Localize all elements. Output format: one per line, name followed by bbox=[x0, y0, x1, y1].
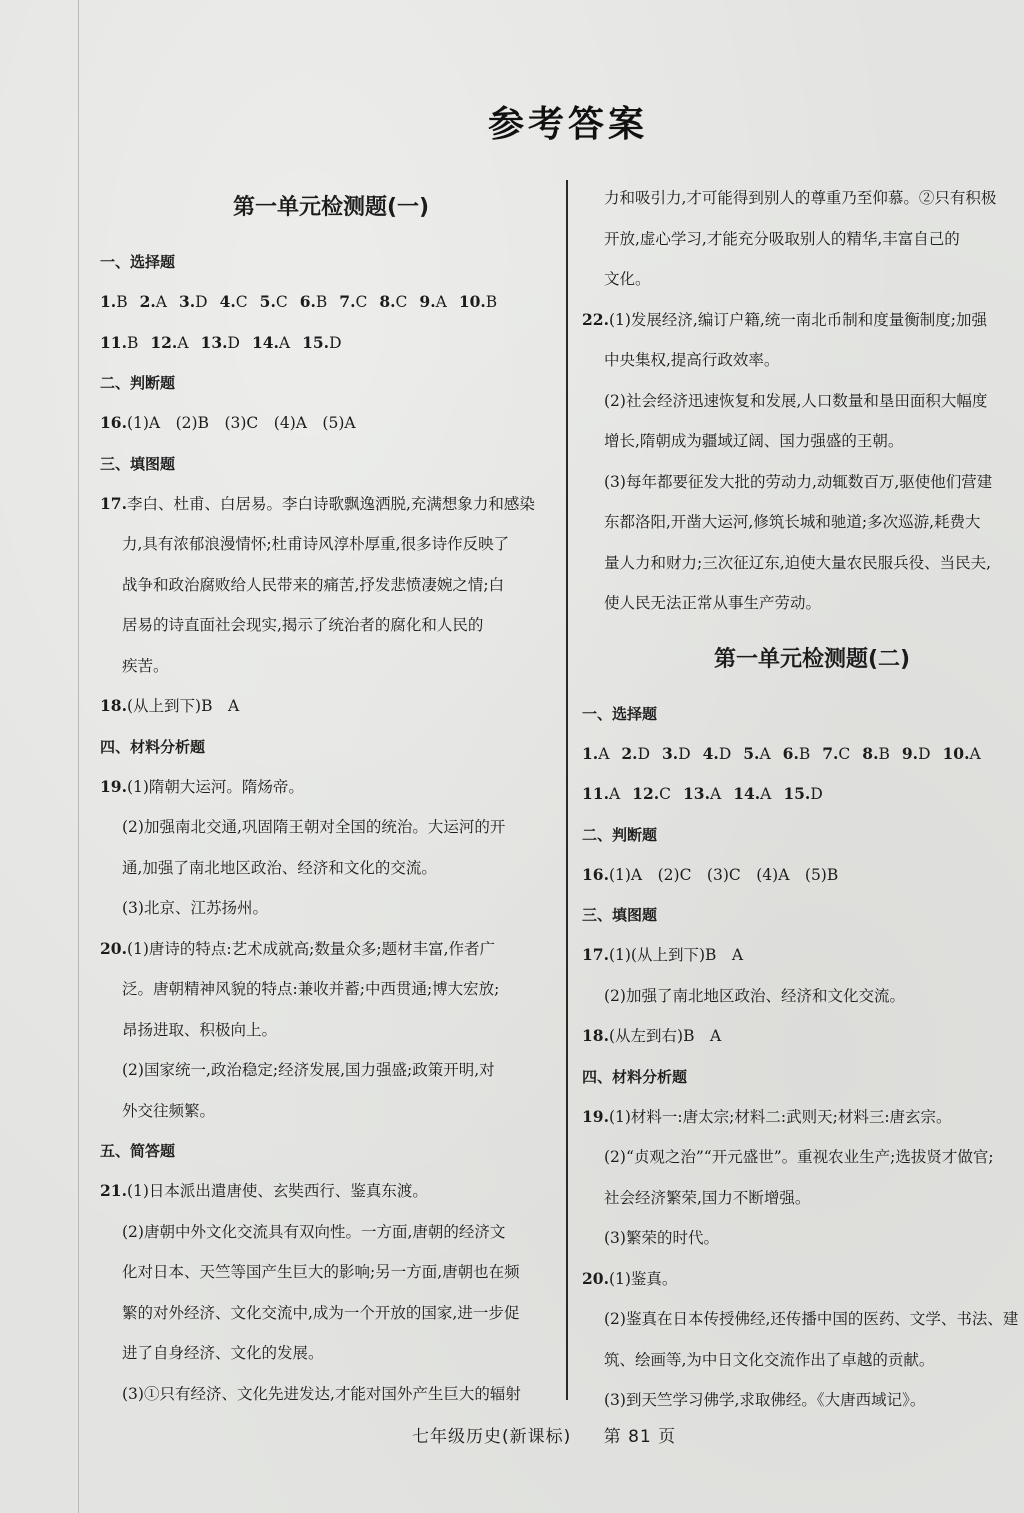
choice-answer bbox=[703, 745, 732, 763]
choice-answer bbox=[300, 293, 328, 311]
choice-answers-row bbox=[582, 734, 1024, 775]
question-number: 5. bbox=[259, 292, 276, 311]
page-footer bbox=[412, 1422, 676, 1447]
section-judge: 二、判断题 bbox=[100, 374, 176, 392]
question-number: 10. bbox=[942, 743, 970, 763]
answer-text: (2)“贞观之治”“开元盛世”。重视农业生产;选拔贤才做官; bbox=[604, 1148, 994, 1166]
question-number: 22. bbox=[582, 309, 609, 329]
answer-19 bbox=[582, 1097, 1024, 1138]
question-number: 8. bbox=[379, 292, 396, 311]
choice-answer bbox=[100, 293, 128, 311]
answer-text: (1)材料一:唐太宗;材料二:武则天;材料三:唐玄宗。 bbox=[608, 1107, 952, 1126]
answer-letter: B bbox=[485, 293, 498, 311]
choice-answer bbox=[252, 334, 290, 352]
question-number: 19. bbox=[582, 1106, 609, 1126]
question-number: 1. bbox=[582, 743, 599, 763]
answer-letter: D bbox=[329, 333, 342, 352]
answer-text: (1)鉴真。 bbox=[608, 1269, 678, 1288]
answer-text: 昂扬进取、积极向上。 bbox=[122, 1020, 278, 1039]
answer-text: 泛。唐朝精神风貌的特点:兼收并蓄;中西贯通;博大宏放; bbox=[122, 980, 500, 998]
answer-text: 筑、绘画等,为中日文化交流作出了卓越的贡献。 bbox=[604, 1350, 935, 1369]
answer-letter: C bbox=[395, 293, 408, 311]
answer-letter: B bbox=[878, 744, 890, 763]
question-number: 4. bbox=[219, 292, 236, 311]
question-number: 20. bbox=[582, 1268, 609, 1288]
answer-letter: B bbox=[116, 293, 128, 311]
answer-text: 使人民无法正常从事生产劳动。 bbox=[604, 594, 822, 612]
answer-text: 增长,隋朝成为疆域辽阔、国力强盛的王朝。 bbox=[604, 432, 904, 450]
choice-answer bbox=[582, 785, 620, 803]
answer-letter: A bbox=[969, 744, 981, 763]
answer-text: (2)唐朝中外文化交流具有双向性。一方面,唐朝的经济文 bbox=[122, 1222, 506, 1241]
question-number: 2. bbox=[621, 743, 638, 763]
answer-text: 力,具有浓郁浪漫情怀;杜甫诗风淳朴厚重,很多诗作反映了 bbox=[122, 535, 510, 553]
choice-answer bbox=[632, 785, 671, 803]
choice-answer bbox=[339, 293, 367, 311]
answer-letter: D bbox=[810, 785, 823, 803]
question-number: 19. bbox=[100, 776, 127, 796]
question-number: 18. bbox=[582, 1026, 609, 1045]
question-number: 9. bbox=[901, 743, 919, 763]
answer-letter: A bbox=[177, 333, 189, 352]
answer-text: 中央集权,提高行政效率。 bbox=[604, 351, 780, 369]
question-number: 9. bbox=[419, 292, 436, 311]
answer-text: (1)发展经济,编订户籍,统一南北币制和度量衡制度;加强 bbox=[608, 310, 988, 329]
section-map: 三、填图题 bbox=[582, 906, 658, 924]
answer-18 bbox=[582, 1016, 1024, 1057]
answer-21 bbox=[100, 1171, 562, 1212]
answer-letter: D bbox=[637, 744, 651, 763]
question-number: 7. bbox=[822, 743, 839, 763]
question-number: 17. bbox=[100, 493, 127, 513]
answer-text: (2)社会经济迅速恢复和发展,人口数量和垦田面积大幅度 bbox=[604, 391, 988, 410]
answer-text: (3)到天竺学习佛学,求取佛经。《大唐西域记》。 bbox=[604, 1391, 926, 1409]
answer-text: 战争和政治腐败给人民带来的痛苦,抒发悲愤凄婉之情;白 bbox=[122, 575, 505, 594]
choice-answer bbox=[201, 334, 240, 352]
answer-text: (从上到下)B A bbox=[126, 697, 240, 715]
unit-title-1: 第一单元检测题(一) bbox=[232, 195, 430, 220]
answer-19 bbox=[100, 767, 562, 808]
choice-answer bbox=[179, 293, 208, 311]
choice-answer bbox=[140, 293, 167, 311]
answer-text: 开放,虚心学习,才能充分吸取别人的精华,丰富自己的 bbox=[604, 229, 960, 248]
page-edge-line bbox=[78, 0, 79, 1513]
question-number: 15. bbox=[302, 332, 330, 352]
answer-text: (1)A (2)C (3)C (4)A (5)B bbox=[608, 865, 839, 884]
choice-answer bbox=[220, 293, 248, 311]
answer-letter: C bbox=[235, 293, 248, 311]
answer-letter: A bbox=[759, 744, 771, 763]
question-number: 8. bbox=[862, 743, 879, 763]
answer-17 bbox=[582, 935, 1024, 976]
page-number bbox=[604, 1427, 676, 1447]
answer-text: 东都洛阳,开凿大运河,修筑长城和驰道;多次巡游,耗费大 bbox=[604, 513, 981, 531]
answer-text: (2)加强了南北地区政治、经济和文化交流。 bbox=[604, 986, 905, 1005]
right-column bbox=[582, 178, 1024, 1421]
question-number: 20. bbox=[100, 938, 127, 958]
question-number: 12. bbox=[632, 784, 660, 803]
answer-letter: D bbox=[227, 333, 240, 352]
choice-answer bbox=[783, 785, 822, 803]
answer-text: 社会经济繁荣,国力不断增强。 bbox=[604, 1188, 811, 1207]
answer-text: (2)加强南北交通,巩固隋王朝对全国的统治。大运河的开 bbox=[122, 818, 506, 836]
section-judge: 二、判断题 bbox=[582, 825, 658, 844]
question-number: 16. bbox=[100, 413, 127, 432]
question-number: 7. bbox=[339, 292, 356, 311]
choice-answer bbox=[822, 745, 850, 763]
answer-text: (1)唐诗的特点:艺术成就高;数量众多;题材丰富,作者广 bbox=[126, 939, 496, 958]
answer-text: 通,加强了南北地区政治、经济和文化的交流。 bbox=[122, 858, 437, 877]
question-number: 18. bbox=[100, 696, 127, 715]
section-short: 五、简答题 bbox=[100, 1142, 176, 1160]
answer-letter: A bbox=[278, 333, 291, 352]
answer-text: (2)鉴真在日本传授佛经,还传播中国的医药、文学、书法、建 bbox=[604, 1310, 1019, 1328]
choice-answer bbox=[150, 334, 188, 352]
question-number: 11. bbox=[100, 332, 127, 352]
choice-answer bbox=[302, 334, 341, 352]
question-number: 6. bbox=[299, 292, 316, 311]
choice-answer bbox=[743, 745, 770, 763]
question-number: 14. bbox=[733, 784, 761, 803]
answer-text: 进了自身经济、文化的发展。 bbox=[122, 1344, 324, 1362]
question-number: 5. bbox=[743, 743, 760, 763]
question-number: 6. bbox=[782, 743, 799, 763]
answer-text: 外交往频繁。 bbox=[122, 1101, 216, 1120]
answer-letter: A bbox=[435, 293, 447, 311]
choice-answer bbox=[733, 785, 771, 803]
question-number: 13. bbox=[683, 784, 710, 803]
answer-text: (1)日本派出遣唐使、玄奘西行、鉴真东渡。 bbox=[126, 1182, 428, 1200]
question-number: 16. bbox=[582, 864, 609, 884]
page-number-value: 81 bbox=[628, 1427, 652, 1447]
answer-text: 繁的对外经济、文化交流中,成为一个开放的国家,进一步促 bbox=[122, 1303, 520, 1322]
answer-18 bbox=[100, 686, 562, 727]
page-title: 参考答案 bbox=[487, 104, 648, 145]
question-number: 4. bbox=[702, 743, 719, 763]
section-material: 四、材料分析题 bbox=[100, 737, 206, 756]
section-choice: 一、选择题 bbox=[582, 704, 658, 723]
section-map: 三、填图题 bbox=[100, 454, 176, 473]
question-number: 1. bbox=[100, 292, 117, 311]
answer-text: (1)隋朝大运河。隋炀帝。 bbox=[126, 777, 304, 796]
choice-answer bbox=[379, 293, 407, 311]
answer-letter: D bbox=[918, 744, 931, 763]
answer-letter: C bbox=[659, 785, 672, 803]
answer-22 bbox=[582, 300, 1024, 341]
answer-letter: A bbox=[155, 293, 167, 311]
question-number: 21. bbox=[100, 1181, 127, 1200]
choice-answer bbox=[662, 745, 691, 763]
answer-letter: A bbox=[608, 785, 621, 803]
question-number: 17. bbox=[582, 945, 609, 964]
page-suffix: 页 bbox=[658, 1427, 677, 1447]
answer-letter: A bbox=[760, 785, 772, 803]
answer-text: (2)国家统一,政治稳定;经济发展,国力强盛;政策开明,对 bbox=[122, 1061, 495, 1079]
choice-answer bbox=[943, 745, 981, 763]
question-number: 2. bbox=[139, 292, 156, 311]
answer-text: 疾苦。 bbox=[122, 656, 169, 675]
answer-text: 量人力和财力;三次征辽东,迫使大量农民服兵役、当民夫, bbox=[604, 553, 992, 572]
question-number: 12. bbox=[150, 332, 178, 352]
choice-answers-row bbox=[100, 323, 562, 364]
question-number: 14. bbox=[251, 332, 279, 352]
choice-answer bbox=[862, 745, 890, 763]
answer-letter: D bbox=[678, 744, 691, 763]
answer-text: 文化。 bbox=[604, 270, 651, 288]
answer-17 bbox=[100, 484, 562, 525]
answer-letter: D bbox=[195, 293, 208, 311]
question-number: 13. bbox=[200, 332, 228, 352]
answer-letter: C bbox=[838, 744, 851, 763]
answer-letter: A bbox=[709, 785, 722, 803]
answer-text: (3)每年都要征发大批的劳动力,动辄数百万,驱使他们营建 bbox=[604, 472, 993, 491]
choice-answer bbox=[683, 785, 721, 803]
choice-answer bbox=[902, 745, 931, 763]
column-divider bbox=[566, 180, 568, 1400]
answer-text: (3)北京、江苏扬州。 bbox=[122, 899, 268, 917]
answer-text: (3)繁荣的时代。 bbox=[604, 1229, 719, 1247]
answer-text: (1)(从上到下)B A bbox=[608, 946, 744, 964]
answer-text: (1)A (2)B (3)C (4)A (5)A bbox=[126, 414, 356, 432]
answer-16 bbox=[100, 403, 562, 444]
left-column bbox=[100, 186, 562, 1414]
question-number: 11. bbox=[582, 784, 609, 803]
answer-letter: C bbox=[275, 293, 288, 311]
choice-answer bbox=[783, 745, 811, 763]
answer-text: (从左到右)B A bbox=[608, 1027, 722, 1045]
answer-16 bbox=[582, 855, 1024, 896]
question-number: 3. bbox=[178, 292, 196, 311]
answer-text: 李白、杜甫、白居易。李白诗歌飘逸洒脱,充满想象力和感染 bbox=[126, 494, 535, 513]
answer-text: (3)①只有经济、文化先进发达,才能对国外产生巨大的辐射 bbox=[122, 1384, 521, 1403]
answer-letter: D bbox=[718, 744, 732, 763]
answer-letter: C bbox=[355, 293, 368, 311]
answer-20 bbox=[100, 929, 562, 970]
section-choice: 一、选择题 bbox=[100, 253, 176, 271]
answer-text: 居易的诗直面社会现实,揭示了统治者的腐化和人民的 bbox=[122, 616, 484, 634]
choice-answer bbox=[100, 334, 138, 352]
choice-answer bbox=[459, 293, 497, 311]
choice-answers-row bbox=[582, 774, 1024, 815]
choice-answer bbox=[419, 293, 446, 311]
question-number: 15. bbox=[783, 784, 811, 803]
choice-answer bbox=[582, 745, 609, 763]
answer-letter: B bbox=[315, 293, 328, 311]
question-number: 3. bbox=[662, 743, 679, 763]
choice-answer bbox=[260, 293, 288, 311]
question-number: 10. bbox=[458, 292, 486, 311]
unit-title-2: 第一单元检测题(二) bbox=[713, 646, 911, 672]
choice-answer bbox=[621, 745, 650, 763]
page-prefix: 第 bbox=[603, 1427, 622, 1447]
answer-letter: B bbox=[798, 744, 811, 763]
answer-letter: A bbox=[598, 744, 610, 763]
answer-letter: B bbox=[126, 333, 139, 352]
choice-answers-row bbox=[100, 282, 562, 323]
answer-20 bbox=[582, 1259, 1024, 1300]
book-label: 七年级历史(新课标) bbox=[412, 1427, 572, 1447]
answer-text: 化对日本、天竺等国产生巨大的影响;另一方面,唐朝也在频 bbox=[122, 1263, 520, 1281]
answer-text: 力和吸引力,才可能得到别人的尊重乃至仰慕。②只有积极 bbox=[604, 189, 997, 207]
section-material: 四、材料分析题 bbox=[582, 1067, 688, 1086]
